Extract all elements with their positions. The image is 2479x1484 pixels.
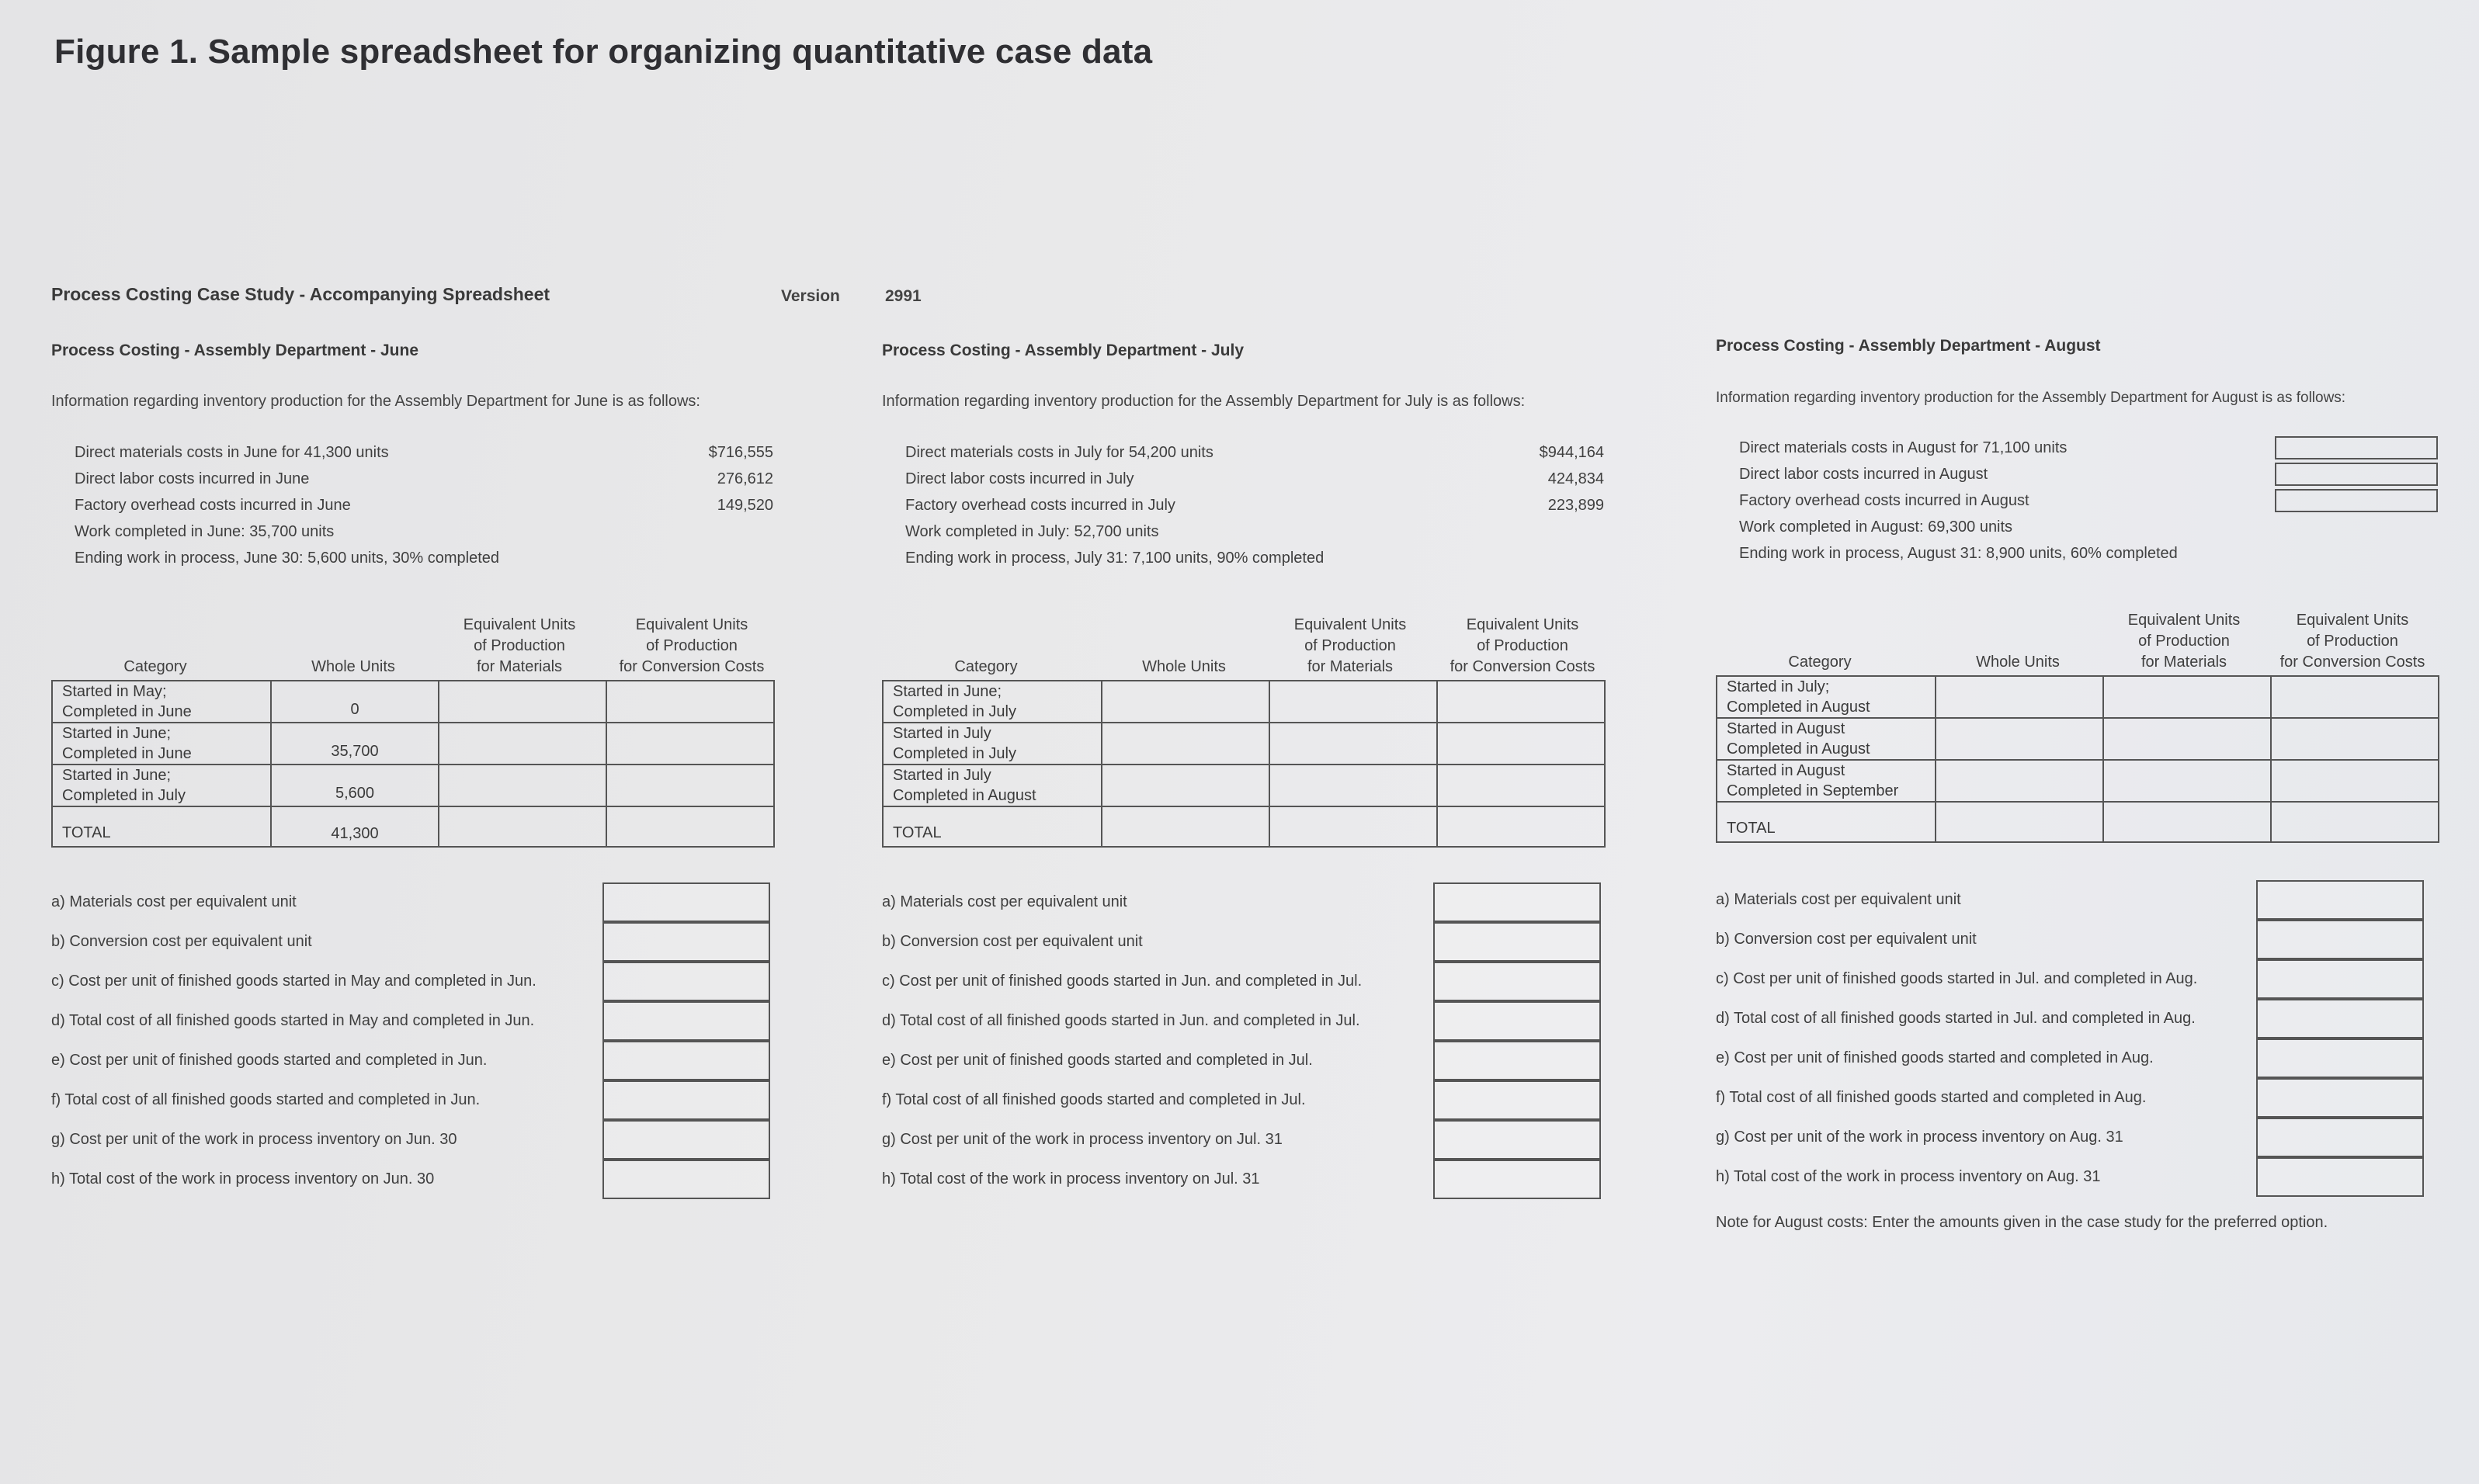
question-label: c) Cost per unit of finished goods started in Jun. and completed in Jul. xyxy=(882,973,1363,990)
august-info-label: Ending work in process, August 31: 8,900 units, 60% completed xyxy=(1739,545,2178,562)
july-intro: Information regarding inventory production for the Assembly Department for July is as follows: xyxy=(882,393,1526,410)
spreadsheet-title: Process Costing Case Study - Accompanying Spreadsheet xyxy=(51,284,550,304)
table-row xyxy=(883,765,1605,806)
june-header-category: Category xyxy=(123,658,187,675)
june-header-whole-units: Whole Units xyxy=(311,658,395,675)
category-cell xyxy=(883,681,1102,723)
august-info-label: Direct materials costs in August for 71,100 units xyxy=(1739,439,2068,456)
august-section xyxy=(1716,329,2461,1338)
question-row xyxy=(882,882,1601,922)
june-info-amount[interactable]: 276,612 xyxy=(717,470,773,487)
question-label: f) Total cost of all finished goods started and completed in Jul. xyxy=(882,1091,1306,1108)
july-header-eu-materials xyxy=(1267,615,1433,678)
july-info-row xyxy=(905,520,1604,546)
eu-materials-cell[interactable] xyxy=(1269,681,1437,723)
june-header-eu-conversion xyxy=(602,615,781,678)
august-questions xyxy=(1716,880,2424,1197)
august-info-input[interactable] xyxy=(2275,489,2438,512)
category-line: Started in July; xyxy=(1727,678,1830,695)
eu-materials-cell[interactable] xyxy=(2103,760,2271,802)
answer-cell[interactable] xyxy=(2256,1118,2424,1157)
question-label: e) Cost per unit of finished goods started and completed in Jul. xyxy=(882,1052,1313,1069)
version-label: Version xyxy=(781,287,840,305)
answer-cell[interactable] xyxy=(1433,962,1601,1001)
june-header-eu-materials xyxy=(436,615,602,678)
whole-units-cell[interactable] xyxy=(1102,681,1269,723)
eu-conversion-cell[interactable] xyxy=(2271,760,2439,802)
june-info-row xyxy=(75,494,773,520)
june-intro: Information regarding inventory production for the Assembly Department for June is as follows: xyxy=(51,393,700,410)
category-line: Completed in August xyxy=(1727,740,1870,758)
category-line: Completed in June xyxy=(62,745,192,762)
question-label: g) Cost per unit of the work in process inventory on Aug. 31 xyxy=(1716,1129,2123,1146)
table-row xyxy=(52,723,774,765)
answer-cell[interactable] xyxy=(2256,999,2424,1038)
total-row xyxy=(52,806,774,847)
category-line: Completed in August xyxy=(1727,699,1870,716)
question-label: b) Conversion cost per equivalent unit xyxy=(1716,931,1977,948)
question-row xyxy=(1716,1038,2424,1078)
category-line: Started in June; xyxy=(62,725,172,742)
eu-conversion-cell[interactable] xyxy=(1437,765,1605,806)
august-info-input[interactable] xyxy=(2275,463,2438,486)
table-row xyxy=(52,765,774,806)
category-line: Completed in July xyxy=(893,745,1016,762)
question-label: h) Total cost of the work in process inventory on Jul. 31 xyxy=(882,1170,1260,1188)
answer-cell[interactable] xyxy=(2256,959,2424,999)
june-section xyxy=(51,334,797,1343)
eu-conversion-cell[interactable] xyxy=(2271,718,2439,760)
total-eu-conversion-cell[interactable] xyxy=(1437,806,1605,847)
question-label: a) Materials cost per equivalent unit xyxy=(882,893,1127,910)
june-info-row xyxy=(75,520,773,546)
question-label: d) Total cost of all finished goods started in Jul. and completed in Aug. xyxy=(1716,1010,2196,1027)
question-row xyxy=(1716,1157,2424,1197)
header-line: Equivalent Units xyxy=(463,616,576,633)
answer-cell[interactable] xyxy=(1433,1120,1601,1160)
category-line: Completed in August xyxy=(893,787,1036,804)
eu-materials-cell[interactable] xyxy=(439,723,606,765)
june-info-label: Work completed in June: 35,700 units xyxy=(75,523,335,540)
august-header-category: Category xyxy=(1788,654,1852,671)
july-info-label: Factory overhead costs incurred in July xyxy=(905,497,1175,514)
july-info-row xyxy=(905,441,1604,467)
question-row xyxy=(1716,920,2424,959)
table-row xyxy=(52,681,774,723)
header-line: Equivalent Units xyxy=(1293,616,1407,633)
header-line: of Production xyxy=(1304,637,1396,654)
august-info-label: Work completed in August: 69,300 units xyxy=(1739,518,2013,536)
category-line: Completed in July xyxy=(893,703,1016,720)
eu-conversion-cell[interactable] xyxy=(1437,723,1605,765)
header-line: for Conversion Costs xyxy=(2279,654,2425,671)
answer-cell[interactable] xyxy=(2256,920,2424,959)
eu-materials-cell[interactable] xyxy=(2103,718,2271,760)
question-row xyxy=(1716,1078,2424,1118)
total-eu-conversion-cell[interactable] xyxy=(606,806,774,847)
july-info-row xyxy=(905,467,1604,494)
question-row xyxy=(882,962,1601,1001)
category-cell xyxy=(883,765,1102,806)
question-label: e) Cost per unit of finished goods started and completed in Aug. xyxy=(1716,1049,2154,1066)
june-info-block xyxy=(75,441,773,573)
category-line: Completed in June xyxy=(62,703,192,720)
eu-materials-cell[interactable] xyxy=(439,681,606,723)
july-title: Process Costing - Assembly Department - July xyxy=(882,342,1245,359)
whole-units-cell[interactable] xyxy=(1936,676,2103,718)
question-row xyxy=(1716,999,2424,1038)
category-line: Completed in September xyxy=(1727,782,1899,799)
whole-units-cell[interactable] xyxy=(1936,718,2103,760)
july-info-label: Work completed in July: 52,700 units xyxy=(905,523,1159,540)
question-label: c) Cost per unit of finished goods started in Jul. and completed in Aug. xyxy=(1716,970,2198,987)
july-info-row xyxy=(905,546,1604,573)
question-label: g) Cost per unit of the work in process inventory on Jun. 30 xyxy=(51,1131,457,1148)
category-line: Started in August xyxy=(1727,762,1845,779)
answer-cell[interactable] xyxy=(602,882,770,922)
question-label: h) Total cost of the work in process inventory on Jun. 30 xyxy=(51,1170,435,1188)
eu-conversion-cell[interactable] xyxy=(606,765,774,806)
whole-units-cell[interactable] xyxy=(1936,760,2103,802)
july-header-eu-conversion xyxy=(1433,615,1612,678)
question-row xyxy=(882,1160,1601,1199)
august-info-row xyxy=(1739,489,2438,515)
june-info-label: Direct labor costs incurred in June xyxy=(75,470,310,487)
answer-cell[interactable] xyxy=(1433,1080,1601,1120)
answer-cell[interactable] xyxy=(602,1001,770,1041)
header-line: of Production xyxy=(2138,633,2230,650)
header-line: of Production xyxy=(646,637,738,654)
eu-conversion-cell[interactable] xyxy=(1437,681,1605,723)
june-info-label: Direct materials costs in June for 41,300 units xyxy=(75,444,389,461)
table-row xyxy=(1717,718,2439,760)
answer-cell[interactable] xyxy=(602,922,770,962)
question-row xyxy=(51,1160,770,1199)
total-row xyxy=(883,806,1605,847)
august-header-eu-conversion xyxy=(2267,610,2438,673)
whole-units-cell[interactable] xyxy=(1102,723,1269,765)
question-row xyxy=(51,1041,770,1080)
july-questions xyxy=(882,882,1601,1199)
category-cell xyxy=(1717,718,1936,760)
july-info-amount[interactable]: $944,164 xyxy=(1539,444,1604,461)
table-row xyxy=(883,681,1605,723)
question-label: b) Conversion cost per equivalent unit xyxy=(882,933,1143,950)
august-info-row xyxy=(1739,515,2438,542)
question-label: c) Cost per unit of finished goods started in May and completed in Jun. xyxy=(51,973,536,990)
july-units-table xyxy=(882,680,1606,848)
question-label: a) Materials cost per equivalent unit xyxy=(1716,891,1961,908)
july-info-label: Ending work in process, July 31: 7,100 units, 90% completed xyxy=(905,550,1325,567)
june-info-label: Factory overhead costs incurred in June xyxy=(75,497,351,514)
total-whole-units-cell[interactable]: 41,300 xyxy=(271,806,439,847)
table-row xyxy=(883,723,1605,765)
category-cell xyxy=(1717,760,1936,802)
header-line: of Production xyxy=(2307,633,2398,650)
header-line: for Conversion Costs xyxy=(1450,658,1595,675)
whole-units-cell[interactable]: 5,600 xyxy=(271,765,439,806)
question-label: b) Conversion cost per equivalent unit xyxy=(51,933,312,950)
june-units-table xyxy=(51,680,775,848)
june-info-row xyxy=(75,441,773,467)
category-line: Started in August xyxy=(1727,720,1845,737)
august-header-whole-units: Whole Units xyxy=(1976,654,2060,671)
question-row xyxy=(51,922,770,962)
version-value[interactable]: 2991 xyxy=(885,287,922,305)
july-header-category: Category xyxy=(954,658,1018,675)
category-line: Started in June; xyxy=(893,683,1002,700)
total-row xyxy=(1717,802,2439,842)
june-info-amount[interactable]: 149,520 xyxy=(717,497,773,514)
answer-cell[interactable] xyxy=(1433,882,1601,922)
question-row xyxy=(882,1001,1601,1041)
question-label: d) Total cost of all finished goods started in May and completed in Jun. xyxy=(51,1012,535,1029)
august-info-row xyxy=(1739,436,2438,463)
question-row xyxy=(51,962,770,1001)
august-info-input[interactable] xyxy=(2275,436,2438,459)
august-units-table xyxy=(1716,675,2439,843)
whole-units-cell[interactable]: 0 xyxy=(271,681,439,723)
category-cell xyxy=(52,765,271,806)
august-info-row xyxy=(1739,463,2438,489)
whole-units-cell[interactable]: 35,700 xyxy=(271,723,439,765)
question-row xyxy=(51,1120,770,1160)
answer-cell[interactable] xyxy=(1433,1160,1601,1199)
category-line: Started in July xyxy=(893,767,991,784)
answer-cell[interactable] xyxy=(2256,880,2424,920)
june-info-amount[interactable]: $716,555 xyxy=(708,444,773,461)
question-row xyxy=(1716,880,2424,920)
question-row xyxy=(882,922,1601,962)
figure-title: Figure 1. Sample spreadsheet for organizing quantitative case data xyxy=(54,33,1153,71)
july-section xyxy=(882,334,1627,1343)
august-info-label: Direct labor costs incurred in August xyxy=(1739,466,1988,483)
total-eu-materials-cell[interactable] xyxy=(1269,806,1437,847)
question-label: g) Cost per unit of the work in process inventory on Jul. 31 xyxy=(882,1131,1283,1148)
answer-cell[interactable] xyxy=(2256,1038,2424,1078)
category-cell xyxy=(883,723,1102,765)
eu-conversion-cell[interactable] xyxy=(606,681,774,723)
header-line: for Materials xyxy=(2140,654,2227,671)
eu-materials-cell[interactable] xyxy=(439,765,606,806)
table-row xyxy=(1717,676,2439,718)
answer-cell[interactable] xyxy=(602,1041,770,1080)
question-label: e) Cost per unit of finished goods started and completed in Jun. xyxy=(51,1052,488,1069)
question-label: a) Materials cost per equivalent unit xyxy=(51,893,297,910)
header-line: Equivalent Units xyxy=(635,616,748,633)
august-intro: Information regarding inventory production for the Assembly Department for August is as follows: xyxy=(1716,390,2346,406)
eu-materials-cell[interactable] xyxy=(1269,723,1437,765)
question-row xyxy=(1716,1118,2424,1157)
eu-materials-cell[interactable] xyxy=(1269,765,1437,806)
total-label: TOTAL xyxy=(52,806,271,847)
category-line: Started in June; xyxy=(62,767,172,784)
question-row xyxy=(51,882,770,922)
answer-cell[interactable] xyxy=(602,1080,770,1120)
question-row xyxy=(51,1001,770,1041)
june-questions xyxy=(51,882,770,1199)
june-info-label: Ending work in process, June 30: 5,600 units, 30% completed xyxy=(75,550,499,567)
table-row xyxy=(1717,760,2439,802)
july-info-amount[interactable]: 223,899 xyxy=(1547,497,1604,514)
header-line: Equivalent Units xyxy=(1466,616,1579,633)
june-info-row xyxy=(75,546,773,573)
category-line: Started in July xyxy=(893,725,991,742)
category-cell xyxy=(52,723,271,765)
category-line: Completed in July xyxy=(62,787,186,804)
july-info-amount[interactable]: 424,834 xyxy=(1547,470,1604,487)
eu-materials-cell[interactable] xyxy=(2103,676,2271,718)
question-label: d) Total cost of all finished goods started in Jun. and completed in Jul. xyxy=(882,1012,1360,1029)
eu-conversion-cell[interactable] xyxy=(2271,676,2439,718)
june-info-row xyxy=(75,467,773,494)
answer-cell[interactable] xyxy=(602,1160,770,1199)
total-eu-conversion-cell[interactable] xyxy=(2271,802,2439,842)
question-label: f) Total cost of all finished goods started and completed in Aug. xyxy=(1716,1089,2147,1106)
header-line: of Production xyxy=(474,637,565,654)
header-line: Equivalent Units xyxy=(2127,612,2241,629)
answer-cell[interactable] xyxy=(1433,1041,1601,1080)
header-line: for Materials xyxy=(476,658,563,675)
total-eu-materials-cell[interactable] xyxy=(2103,802,2271,842)
category-line: Started in May; xyxy=(62,683,167,700)
answer-cell[interactable] xyxy=(2256,1078,2424,1118)
question-row xyxy=(882,1041,1601,1080)
july-info-label: Direct labor costs incurred in July xyxy=(905,470,1134,487)
header-line: of Production xyxy=(1477,637,1568,654)
total-label: TOTAL xyxy=(883,806,1102,847)
question-row xyxy=(882,1080,1601,1120)
august-info-row xyxy=(1739,542,2438,568)
answer-cell[interactable] xyxy=(1433,1001,1601,1041)
july-info-label: Direct materials costs in July for 54,200 units xyxy=(905,444,1213,461)
header-line: for Conversion Costs xyxy=(619,658,765,675)
answer-cell[interactable] xyxy=(602,962,770,1001)
header-line: for Materials xyxy=(1307,658,1394,675)
july-info-block xyxy=(905,441,1604,573)
total-eu-materials-cell[interactable] xyxy=(439,806,606,847)
header-line: Equivalent Units xyxy=(2296,612,2409,629)
question-row xyxy=(1716,959,2424,999)
august-title: Process Costing - Assembly Department - August xyxy=(1716,337,2101,355)
answer-cell[interactable] xyxy=(2256,1157,2424,1197)
question-row xyxy=(882,1120,1601,1160)
july-info-row xyxy=(905,494,1604,520)
question-row xyxy=(51,1080,770,1120)
total-whole-units-cell[interactable] xyxy=(1936,802,2103,842)
august-info-block xyxy=(1739,436,2438,568)
july-header-whole-units: Whole Units xyxy=(1142,658,1226,675)
august-header-eu-materials xyxy=(2101,610,2267,673)
june-title: Process Costing - Assembly Department - June xyxy=(51,342,419,359)
answer-cell[interactable] xyxy=(602,1120,770,1160)
eu-conversion-cell[interactable] xyxy=(606,723,774,765)
question-label: f) Total cost of all finished goods started and completed in Jun. xyxy=(51,1091,481,1108)
category-cell xyxy=(1717,676,1936,718)
august-note: Note for August costs: Enter the amounts given in the case study for the preferred option. xyxy=(1716,1214,2328,1231)
answer-cell[interactable] xyxy=(1433,922,1601,962)
total-label: TOTAL xyxy=(1717,802,1936,842)
total-whole-units-cell[interactable] xyxy=(1102,806,1269,847)
august-info-label: Factory overhead costs incurred in August xyxy=(1739,492,2029,509)
question-label: h) Total cost of the work in process inventory on Aug. 31 xyxy=(1716,1168,2101,1185)
whole-units-cell[interactable] xyxy=(1102,765,1269,806)
category-cell xyxy=(52,681,271,723)
